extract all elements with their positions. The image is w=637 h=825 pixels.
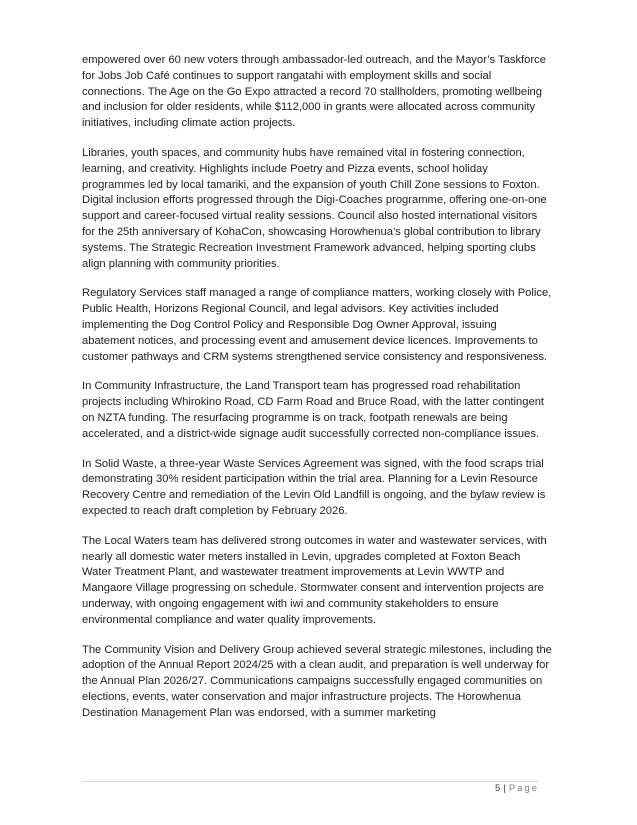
paragraph-regulatory-services: Regulatory Services staff managed a range of compliance matters, working closely with Police, Public Health, Horizons Regional Council, and legal advisors. Key activities included implementing the Dog Control Policy and Responsible Dog Owner Approval, issuing abatement notices, and processing event and amusement device licences. Improvements to customer pathways and CRM systems strengthened service consistency and responsiveness. [82, 287, 552, 363]
paragraph-community-infrastructure: In Community Infrastructure, the Land Transport team has progressed road rehabilitation projects including Whirokino Road, CD Farm Road and Bruce Road, with the latter contingent on NZTA funding. The resurfacing programme is on track, footpath renewals are being accelerated, and a district-wide signage audit successfully corrected non-compliance issues. [82, 380, 545, 440]
page-footer [495, 783, 539, 794]
page-label: Page [508, 783, 539, 794]
paragraph-vision-delivery: The Community Vision and Delivery Group achieved several strategic milestones, including the adoption of the Annual Report 2024/25 with a clean audit, and preparation is well underway for the Annual Plan 2026/27. Communications campaigns successfully engaged communities on elections, events, water conservation and major infrastructure projects. The Horowhenua Destination Management Plan was endorsed, with a summer marketing [82, 643, 552, 719]
document-body [82, 53, 552, 735]
paragraph-solid-waste: In Solid Waste, a three-year Waste Services Agreement was signed, with the food scraps trial demonstrating 30% resident participation within the trial area. Planning for a Levin Resource Recovery Centre and remediation of the Levin Old Landfill is ongoing, and the bylaw review is expected to reach draft completion by February 2026. [82, 457, 546, 517]
page-number: 5 [495, 783, 501, 794]
paragraph-community-engagement: empowered over 60 new voters through ambassador-led outreach, and the Mayor’s Taskforce for Jobs Job Café continues to support rangatahi with employment skills and social connections. The Age on the Go Expo attracted a record 70 stallholders, promoting wellbeing and inclusion for older residents, while $112,000 in grants were allocated across community initiatives, including climate action projects. [82, 54, 546, 130]
footer-divider [82, 781, 538, 782]
paragraph-libraries: Libraries, youth spaces, and community hubs have remained vital in fostering connection, learning, and creativity. Highlights include Poetry and Pizza events, school holiday programmes led by local tamariki, and the expansion of youth Chill Zone sessions to Foxton. Digital inclusion efforts progressed through the Digi-Coaches programme, offering one-on-one support and career-focused virtual reality sessions. Council also hosted international visitors for the 25th anniversary of KohaCon, showcasing Horowhenua’s global contribution to library systems. The Strategic Recreation Investment Framework advanced, helping sporting clubs align planning with community priorities. [82, 146, 547, 270]
paragraph-local-waters: The Local Waters team has delivered strong outcomes in water and wastewater services, with nearly all domestic water meters installed in Levin, upgrades completed at Foxton Beach Water Treatment Plant, and wastewater treatment improvements at Levin WWTP and Mangaore Village progressing on schedule. Stormwater consent and intervention projects are underway, with ongoing engagement with iwi and community stakeholders to ensure environmental compliance and water quality improvements. [82, 534, 547, 626]
page-separator: | [503, 783, 506, 794]
